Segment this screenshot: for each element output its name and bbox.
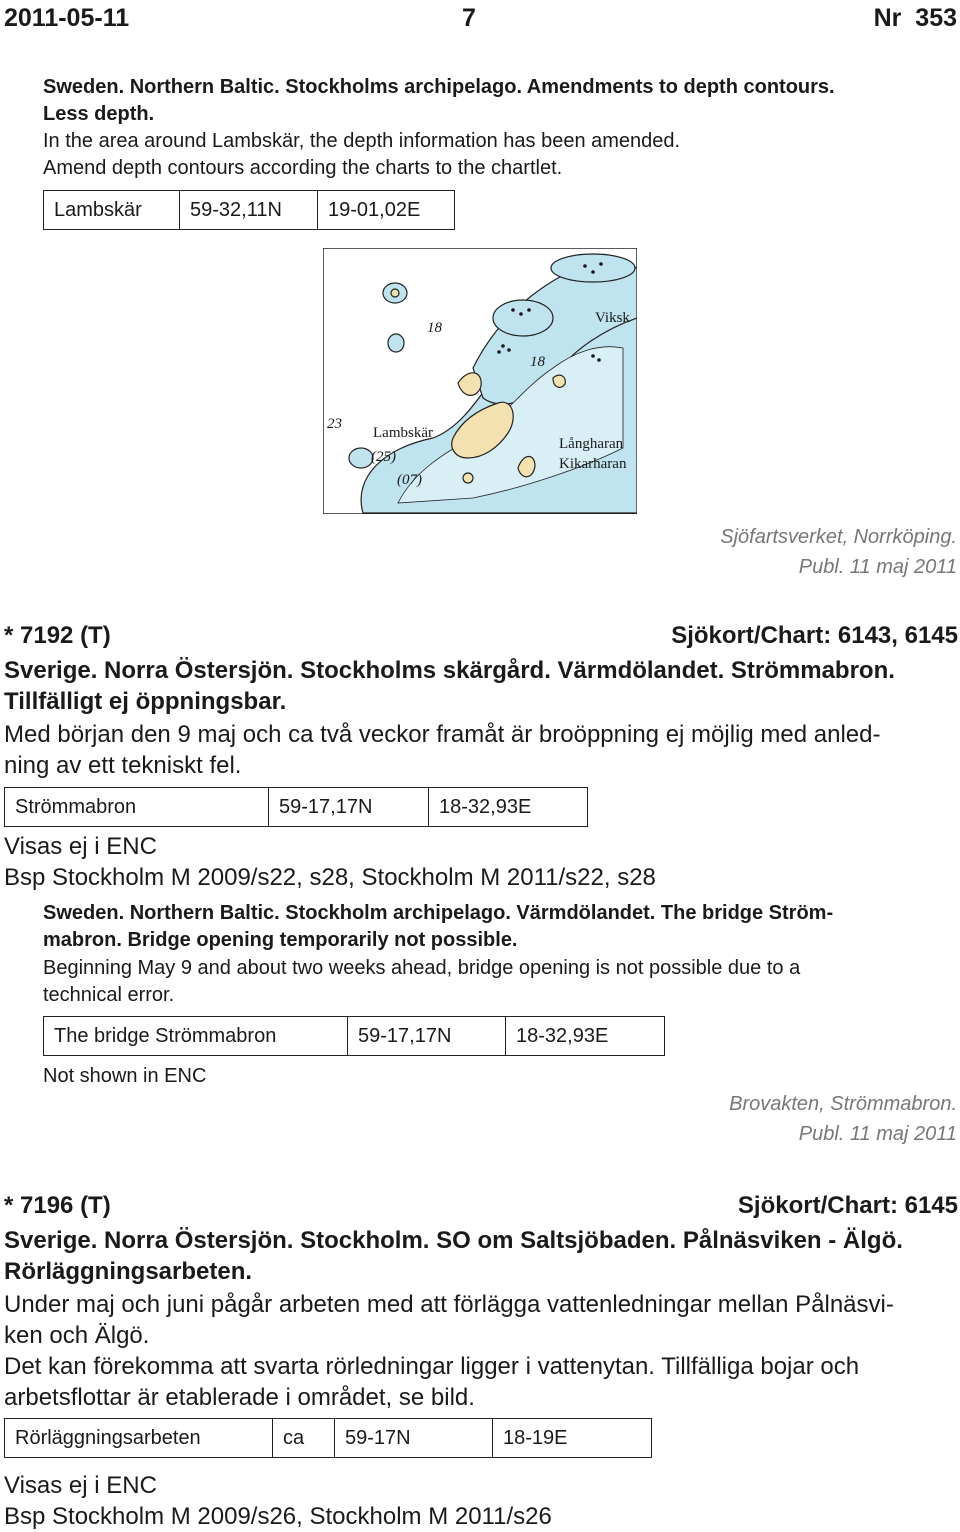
- notice-7192-body-sv-line2: ning av ett tekniskt fel.: [4, 752, 242, 779]
- notice-7192-body-sv-line1: Med början den 9 maj och ca två veckor framåt är broöppning ej möjlig med anled-: [4, 721, 881, 748]
- position-lat: 59-17,17N: [348, 1017, 506, 1056]
- notice-7196-enc: Visas ej i ENC: [4, 1472, 157, 1499]
- issue-number: Nr 353: [873, 4, 957, 32]
- place-label-lambskar: Lambskär: [373, 425, 433, 441]
- depth-label-25: (25): [371, 449, 396, 465]
- notice-7196-body-line3: Det kan förekomma att svarta rörledningar ligger i vattenytan. Tillfälliga bojar och: [4, 1353, 860, 1380]
- depth-label-18b: 18: [530, 354, 545, 370]
- place-label-langharan: Långharan: [559, 436, 624, 452]
- notice1-position-table: [43, 190, 455, 230]
- notice-7192-body-en-line2: technical error.: [43, 984, 175, 1006]
- notice1-title-line2: Less depth.: [43, 103, 155, 125]
- notice1-publ: Publ. 11 maj 2011: [798, 556, 957, 578]
- position-name: Lambskär: [44, 191, 180, 230]
- notice-7196-title-sv-line2: Rörläggningsarbeten.: [4, 1258, 253, 1285]
- notice-7192-title-en-line1: Sweden. Northern Baltic. Stockholm archipelago. Värmdölandet. The bridge Ström-: [43, 902, 834, 924]
- notice-7192-position-table-sv: [4, 787, 588, 827]
- depth-label-07: (07): [397, 472, 422, 488]
- notice-7192-number: * 7192 (T): [4, 622, 111, 649]
- notice-7192-title-sv-line2: Tillfälligt ej öppningsbar.: [4, 688, 287, 715]
- depth-label-23: 23: [327, 416, 342, 432]
- position-lon: 18-19E: [493, 1419, 652, 1458]
- notice-7192-body-en-line1: Beginning May 9 and about two weeks ahead, bridge opening is not possible due to a: [43, 957, 801, 979]
- notice-7196-title-sv-line1: Sverige. Norra Östersjön. Stockholm. SO om Saltsjöbaden. Pålnäsviken - Älgö.: [4, 1227, 903, 1254]
- notice-7192: [4, 620, 958, 651]
- place-label-kikarharan: Kikarharan: [559, 456, 627, 472]
- notice-7196-body-line2: ken och Älgö.: [4, 1322, 150, 1349]
- notice1-body-line2: Amend depth contours according the charts to the chartlet.: [43, 157, 563, 179]
- notice-7192-chart: Sjökort/Chart: 6143, 6145: [671, 622, 958, 649]
- notice-7192-bsp: Bsp Stockholm M 2009/s22, s28, Stockholm M 2011/s22, s28: [4, 864, 656, 891]
- notice-7192-enc-en: Not shown in ENC: [43, 1065, 207, 1087]
- position-lon: 18-32,93E: [506, 1017, 665, 1056]
- notice-7196-number: * 7196 (T): [4, 1192, 111, 1219]
- position-name: Strömmabron: [5, 788, 269, 827]
- notice-7192-enc-sv: Visas ej i ENC: [4, 833, 157, 860]
- notice-7192-source: Brovakten, Strömmabron.: [729, 1093, 957, 1115]
- position-lon: 19-01,02E: [318, 191, 455, 230]
- place-label-viksk: Viksk: [595, 310, 630, 326]
- notice-7196-bsp: Bsp Stockholm M 2009/s26, Stockholm M 2011/s26: [4, 1503, 552, 1530]
- notice-7192-title-en-line2: mabron. Bridge opening temporarily not possible.: [43, 929, 518, 951]
- depth-label-18a: 18: [427, 320, 442, 336]
- page-number: 7: [462, 4, 476, 32]
- position-qualifier: ca: [273, 1419, 335, 1458]
- chartlet-map: [323, 248, 637, 514]
- notice-7196-body-line4: arbetsflottar är etablerade i området, se bild.: [4, 1384, 475, 1411]
- position-name: The bridge Strömmabron: [44, 1017, 348, 1056]
- issue-date: 2011-05-11: [4, 4, 130, 32]
- notice-7196: [4, 1190, 958, 1221]
- position-lon: 18-32,93E: [429, 788, 588, 827]
- position-lat: 59-17,17N: [269, 788, 429, 827]
- notice-7196-body-line1: Under maj och juni pågår arbeten med att förlägga vattenledningar mellan Pålnäsvi-: [4, 1291, 894, 1318]
- notice-7196-position-table: [4, 1418, 652, 1458]
- notice-7192-position-table-en: [43, 1016, 665, 1056]
- notice-7196-chart: Sjökort/Chart: 6145: [737, 1192, 958, 1219]
- notice1-source: Sjöfartsverket, Norrköping.: [720, 526, 957, 548]
- position-name: Rörläggningsarbeten: [5, 1419, 273, 1458]
- position-lat: 59-32,11N: [180, 191, 318, 230]
- notice-7192-title-sv-line1: Sverige. Norra Östersjön. Stockholms skärgård. Värmdölandet. Strömmabron.: [4, 657, 895, 684]
- position-lat: 59-17N: [335, 1419, 493, 1458]
- notice1-body-line1: In the area around Lambskär, the depth information has been amended.: [43, 130, 681, 152]
- notice-7192-publ: Publ. 11 maj 2011: [798, 1123, 957, 1145]
- notice1-title-line1: Sweden. Northern Baltic. Stockholms archipelago. Amendments to depth contours.: [43, 76, 835, 98]
